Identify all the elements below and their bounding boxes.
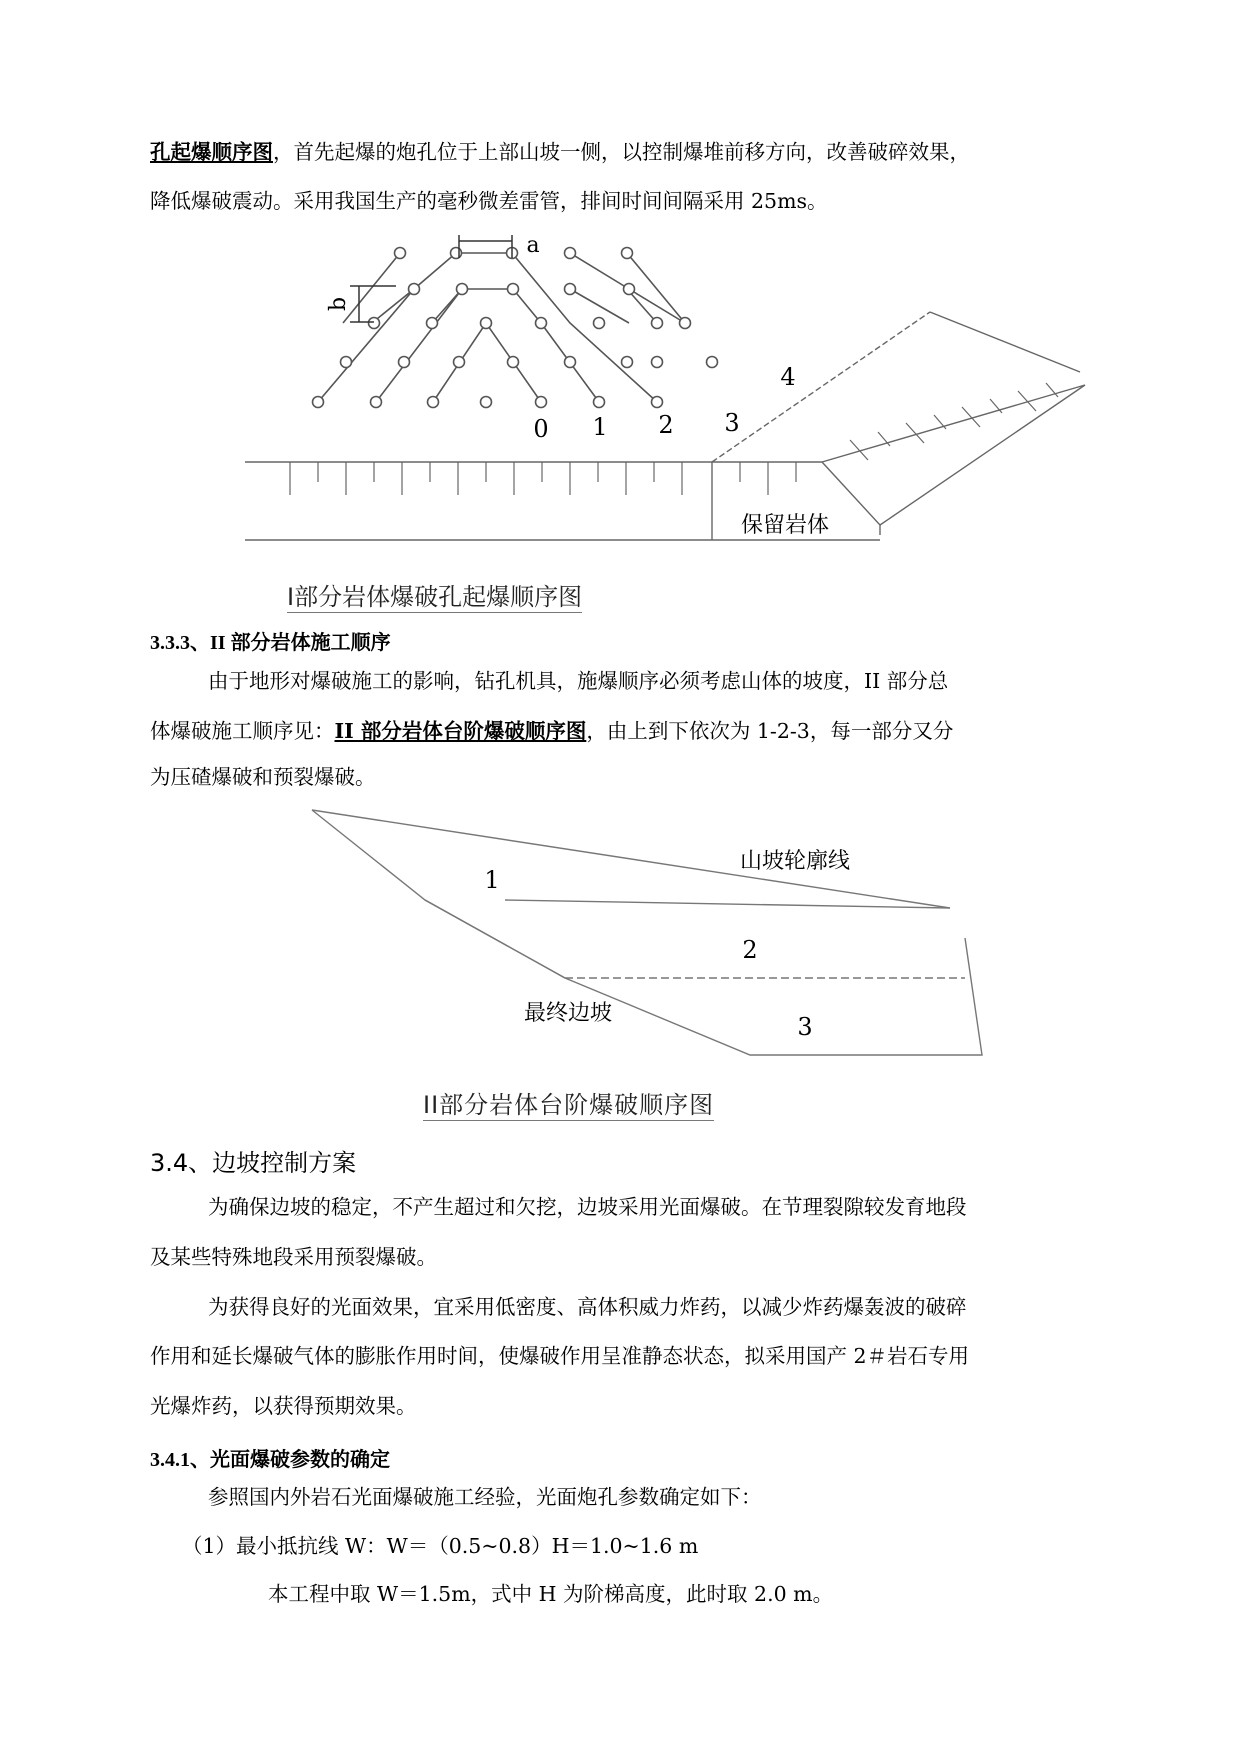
- parameter-note: 本工程中取 W＝1.5m，式中 H 为阶梯高度，此时取 2.0 m。: [268, 1582, 834, 1606]
- figure-reference-link[interactable]: 孔起爆顺序图: [150, 140, 273, 164]
- paragraph-line: 及某些特殊地段采用预裂爆破。: [150, 1245, 437, 1269]
- parameter-item: （1）最小抵抗线 W：W＝（0.5~0.8）H＝1.0~1.6 m: [182, 1534, 699, 1558]
- section-heading: 3.4.1、光面爆破参数的确定: [150, 1449, 390, 1471]
- paragraph-line: 为确保边坡的稳定，不产生超过和欠挖，边坡采用光面爆破。在节理裂隙较发育地段: [208, 1195, 967, 1219]
- contour-label: 山坡轮廓线: [739, 849, 851, 874]
- bench-outline: [312, 810, 982, 1055]
- row-label: 0: [533, 415, 549, 443]
- zone-label: 2: [742, 936, 758, 964]
- paragraph-text: 体爆破施工顺序见：: [150, 719, 335, 743]
- figure2-caption: II部分岩体台阶爆破顺序图: [423, 1085, 714, 1121]
- label-b: b: [326, 296, 351, 312]
- paragraph-line: 参照国内外岩石光面爆破施工经验，光面炮孔参数确定如下：: [208, 1485, 762, 1509]
- section-heading: 3.4、边坡控制方案: [150, 1149, 357, 1177]
- row-label: 4: [780, 363, 796, 391]
- zone-label: 3: [797, 1013, 813, 1041]
- zone-label: 1: [484, 866, 500, 894]
- paragraph-line: 降低爆破震动。采用我国生产的毫秒微差雷管，排间时间间隔采用 25ms。: [150, 189, 828, 213]
- paragraph-line: 为获得良好的光面效果，宜采用低密度、高体积威力炸药，以减少炸药爆轰波的破碎: [208, 1295, 967, 1319]
- figure1-caption: I部分岩体爆破孔起爆顺序图: [287, 577, 582, 613]
- row-label: 3: [724, 409, 740, 437]
- final-slope-label: 最终边坡: [523, 1001, 613, 1026]
- section-heading: 3.3.3、II 部分岩体施工顺序: [150, 632, 391, 654]
- paragraph-line: 为压碴爆破和预裂爆破。: [150, 765, 376, 789]
- paragraph-line: 作用和延长爆破气体的膨胀作用时间，使爆破作用呈准静态状态，拟采用国产 2＃岩石专用: [150, 1344, 970, 1368]
- label-a: a: [526, 233, 540, 258]
- paragraph-line: 由于地形对爆破施工的影响，钻孔机具，施爆顺序必须考虑山体的坡度，II 部分总: [208, 669, 949, 693]
- row-label: 2: [658, 411, 674, 439]
- paragraph-text: ，首先起爆的炮孔位于上部山坡一侧，以控制爆堆前移方向，改善破碎效果，: [273, 140, 970, 164]
- row-label: 1: [592, 413, 608, 441]
- paragraph-line: 光爆炸药，以获得预期效果。: [150, 1394, 417, 1418]
- retained-rock-label: 保留岩体: [740, 513, 830, 538]
- figure-reference-link[interactable]: II 部分岩体台阶爆破顺序图: [334, 719, 587, 743]
- paragraph-text: ，由上到下依次为 1-2-3，每一部分又分: [586, 719, 954, 743]
